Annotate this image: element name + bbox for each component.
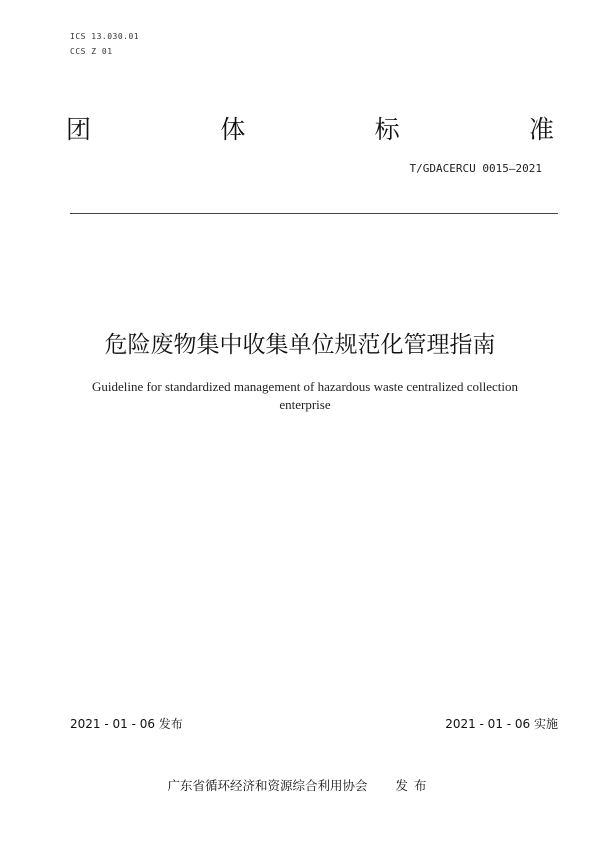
standard-code: T/GDACERCU 0015—2021 [409,162,542,175]
implementation-date: 2021 - 01 - 06 实施 [445,717,558,731]
subtitle-line: enterprise [279,397,331,412]
document-title: 危险废物集中收集单位规范化管理指南 [104,332,496,358]
publisher-name: 广东省循环经济和资源综合利用协会 [167,778,368,793]
standard-type-char: 标 [374,115,400,144]
subtitle-line: Guideline for standardized management of hazardous waste centralized collection [92,379,518,394]
classification-codes [70,29,139,59]
standard-type-heading [66,110,554,150]
standard-type-char: 团 [66,115,92,144]
ics-code: ICS 13.030.01 [70,32,140,41]
standard-type-char: 体 [220,115,246,144]
document-subtitle [60,378,550,414]
header-divider [70,213,558,214]
ccs-code: CCS Z 01 [70,47,113,56]
issue-date: 2021 - 01 - 06 发布 [70,717,183,731]
date-row [70,715,558,732]
publish-label: 发布 [395,778,433,793]
publisher-line [0,776,600,794]
standard-type-char: 准 [528,115,554,144]
